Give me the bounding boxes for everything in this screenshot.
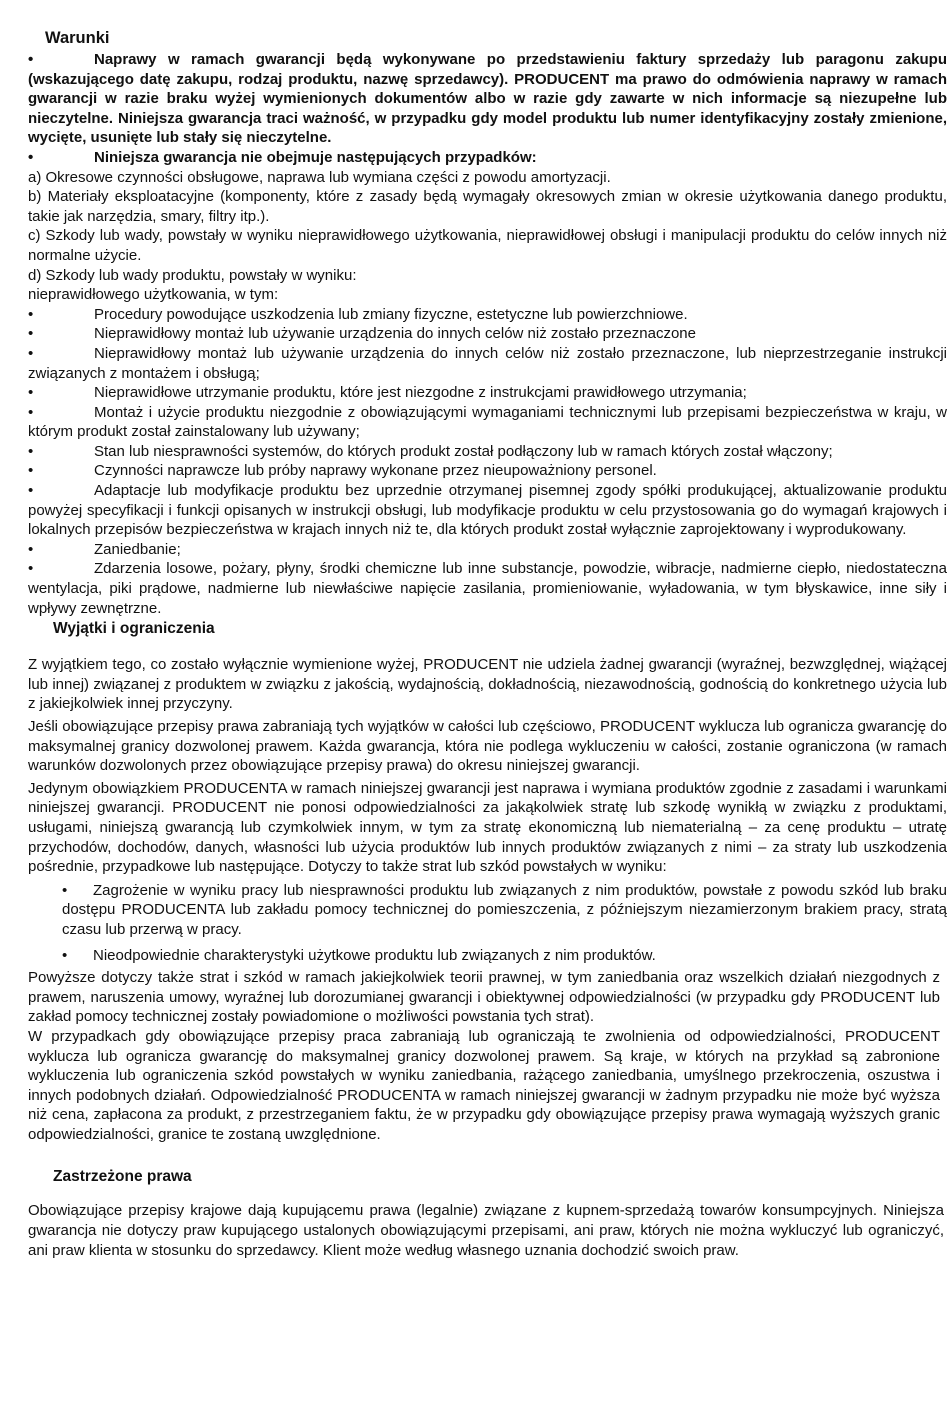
bullet-icon: •: [28, 148, 34, 166]
exclusion-item-a: a) Okresowe czynności obsługowe, naprawa lub wymiana części z powodu amortyzacji.: [28, 168, 611, 186]
bullet-icon: •: [28, 540, 34, 558]
bullet-icon: •: [28, 325, 34, 343]
list-item: • Zagrożenie w wyniku pracy lub niesprawności produktu lub związanych z nim produktów, powstałe z powodu szkód lub braku dostępu PRODUCENTA lub zakładu pomocy technicznej do pomieszczenia, z późniejszym niezamierzonym brakiem pracy, stratą czasu lub przerwą w pracy.: [62, 881, 947, 938]
bullet-icon: •: [28, 462, 34, 480]
list-item: • Nieodpowiednie charakterystyki użytkowe produktu lub związanych z nim produktów.: [62, 946, 656, 964]
misuse-bullet: • Montaż i użycie produktu niezgodnie z obowiązującymi wymaganiami technicznymi lub przepisami bezpieczeństwa w kraju, w którym produkt został zainstalowany lub używany;: [28, 403, 947, 441]
bullet-icon: •: [28, 305, 34, 323]
bullet-icon: •: [28, 560, 34, 578]
bullet-icon: •: [28, 384, 34, 402]
misuse-bullet: • Nieprawidłowe utrzymanie produktu, które jest niezgodne z instrukcjami prawidłowego utrzymania;: [28, 384, 747, 402]
section-title-wyjatki: Wyjątki i ograniczenia: [53, 620, 215, 638]
misuse-bullet: • Zaniedbanie;: [28, 540, 181, 558]
wyjatki-paragraph-3: Jedynym obowiązkiem PRODUCENTA w ramach niniejszej gwarancji jest naprawa i wymiana produktów zgodnie z zasadami i warunkami niniejszej gwarancji. PRODUCENT nie ponosi odpowiedzialności za jakąkolwiek stratę lub szkodę wynikłą w związku z produktami, usługami, niniejszą gwarancją lub czymkolwiek innym, w tym za stratę ekonomiczną lub niematerialną – za cenę produktu – utratę przychodów, dochodów, danych, własności lub użycia produktów lub innych produktów związanych z nimi – za straty lub uszkodzenia pośrednie, przypadkowe lub następujące. Dotyczy to także strat lub szkód powstałych w wyniku:: [28, 779, 947, 876]
exclusion-item-c: c) Szkody lub wady, powstały w wyniku nieprawidłowego użytkowania, nieprawidłowej obsługi i manipulacji produktu do celów innych niż normalne użycie.: [28, 227, 947, 264]
bullet-icon: •: [28, 344, 34, 362]
wyjatki-paragraph-2: Jeśli obowiązujące przepisy prawa zabraniają tych wyjątków w całości lub częściowo, PRODUCENT wyklucza lub ogranicza gwarancję do maksymalnej granicy dozwolonej prawem. Każda gwarancja, która nie podlega wykluczeniu w całości, zostanie ograniczona (w ramach warunków dozwolonych przez obowiązujące przepisy prawa) do okresu niniejszej gwarancji.: [28, 718, 947, 775]
bullet-icon: •: [28, 442, 34, 460]
bullet-icon: •: [28, 51, 34, 68]
bullet-icon: •: [28, 403, 34, 421]
exclusion-item-d-sub: nieprawidłowego użytkowania, w tym:: [28, 286, 279, 304]
zastrzezone-paragraph-1: Obowiązujące przepisy krajowe dają kupującemu prawa (legalnie) związane z kupnem-sprzedażą towarów konsumpcyjnych. Niniejsza gwarancja nie dotyczy praw kupującego ustalonych obowiązującymi przepisami, ani praw, których nie można wykluczyć lub ograniczyć, ani praw klienta w stosunku do sprzedawcy. Klient może według własnego uznania dochodzić swoich praw.: [28, 1202, 944, 1259]
bullet-icon: •: [62, 881, 68, 899]
misuse-bullet: • Nieprawidłowy montaż lub używanie urządzenia do innych celów niż zostało przeznaczone, lub nieprzestrzeganie instrukcji związanych z montażem i obsługą;: [28, 344, 947, 382]
warunki-paragraph-1: • Naprawy w ramach gwarancji będą wykonywane po przedstawieniu faktury sprzedaży lub paragonu zakupu (wskazującego datę zakupu, rodzaj produktu, nazwę sprzedawcy). PRODUCENT ma prawo do odmówienia naprawy w ramach gwarancji w razie braku wyżej wymienionych dokumentów albo w razie gdy zawarte w nich informacje są niezupełne lub nieczytelne. Niniejsza gwarancja traci ważność, w przypadku gdy model produktu lub numer identyfikacyjny zostały zmienione, wycięte, usunięte lub stały się nieczytelne.: [28, 51, 947, 147]
misuse-bullet: • Zdarzenia losowe, pożary, płyny, środki chemiczne lub inne substancje, powodzie, wibracje, nadmierne ciepło, niedostateczna wentylacja, piki prądowe, nadmierne lub niewłaściwe napięcie zasilania, promieniowanie, wyładowania, w tym błyskawice, inne siły i wpływy zewnętrzne.: [28, 560, 947, 617]
bullet-icon: •: [62, 946, 68, 964]
wyjatki-paragraph-1: Z wyjątkiem tego, co zostało wyłącznie wymienione wyżej, PRODUCENT nie udziela żadnej gwarancji (wyraźnej, bezwzględnej, wiążącej lub innej) związanej z produktem w związku z jakością, wydajnością, dokładnością, niezawodnością, godnością do konkretnego użycia lub z jakiejkolwiek innej przyczyny.: [28, 656, 947, 713]
wyjatki-paragraph-5: W przypadkach gdy obowiązujące przepisy praca zabraniają lub ograniczają te zwolnienia od odpowiedzialności, PRODUCENT wyklucza lub ogranicza gwarancję do maksymalnej granicy dozwolonej prawem. Są kraje, w których na przykład są zabronione wykluczenia lub ograniczenia szkód powstałych w wyniku zaniedbania, rażącego zaniedbania, umyślnego przekroczenia, oszustwa i innych podobnych działań. Odpowiedzialność PRODUCENTA w ramach niniejszej gwarancji w żadnym przypadku nie może być wyższa niż cena, zapłacona za produkt, z przestrzeganiem faktu, że w przypadku gdy obowiązujące przepisy prawa wymagają wyższych granic odpowiedzialności, granice te zostaną uwzględnione.: [28, 1027, 940, 1143]
exclusion-item-d: d) Szkody lub wady produktu, powstały w wyniku:: [28, 266, 357, 284]
bullet-icon: •: [28, 482, 34, 500]
misuse-bullet: • Procedury powodujące uszkodzenia lub zmiany fizyczne, estetyczne lub powierzchniowe.: [28, 305, 688, 323]
section-title-zastrzezone: Zastrzeżone prawa: [53, 1168, 192, 1186]
exclusion-item-b: b) Materiały eksploatacyjne (komponenty, które z zasady będą wymagały okresowych zmian w okresie użytkowania danego produktu, takie jak narzędzia, smary, filtry itp.).: [28, 188, 947, 225]
misuse-bullet: • Czynności naprawcze lub próby naprawy wykonane przez nieupoważniony personel.: [28, 462, 657, 480]
misuse-bullet: • Nieprawidłowy montaż lub używanie urządzenia do innych celów niż zostało przeznaczone: [28, 325, 696, 343]
misuse-bullet: • Adaptacje lub modyfikacje produktu bez uprzednie otrzymanej pisemnej zgody spółki produkującej, aktualizowanie produktu powyżej specyfikacji i funkcji opisanych w instrukcji obsługi, lub modyfikacje produktu w celu przystosowania go do wymagań krajowych i lokalnych przepisów bezpieczeństwa w krajach innych niż te, dla których produkt został wyłącznie zaprojektowany i wyprodukowany.: [28, 482, 947, 539]
section-title-warunki: Warunki: [45, 29, 110, 47]
misuse-bullet: • Stan lub niesprawności systemów, do których produkt został podłączony lub w ramach których został włączony;: [28, 442, 833, 460]
warunki-paragraph-2: • Niniejsza gwarancja nie obejmuje następujących przypadków:: [28, 148, 537, 166]
warranty-document: [28, 27, 947, 1260]
wyjatki-bullet-list: [62, 881, 947, 965]
wyjatki-paragraph-4: Powyższe dotyczy także strat i szkód w ramach jakiejkolwiek teorii prawnej, w tym zaniedbania oraz wszelkich działań niezgodnych z prawem, naruszenia umowy, wyraźnej lub dorozumianej gwarancji i obiektywnej odpowiedzialności (w przypadku gdy PRODUCENT lub zakład pomocy technicznej zostały powiadomione o możliwości powstania tych strat).: [28, 969, 940, 1026]
